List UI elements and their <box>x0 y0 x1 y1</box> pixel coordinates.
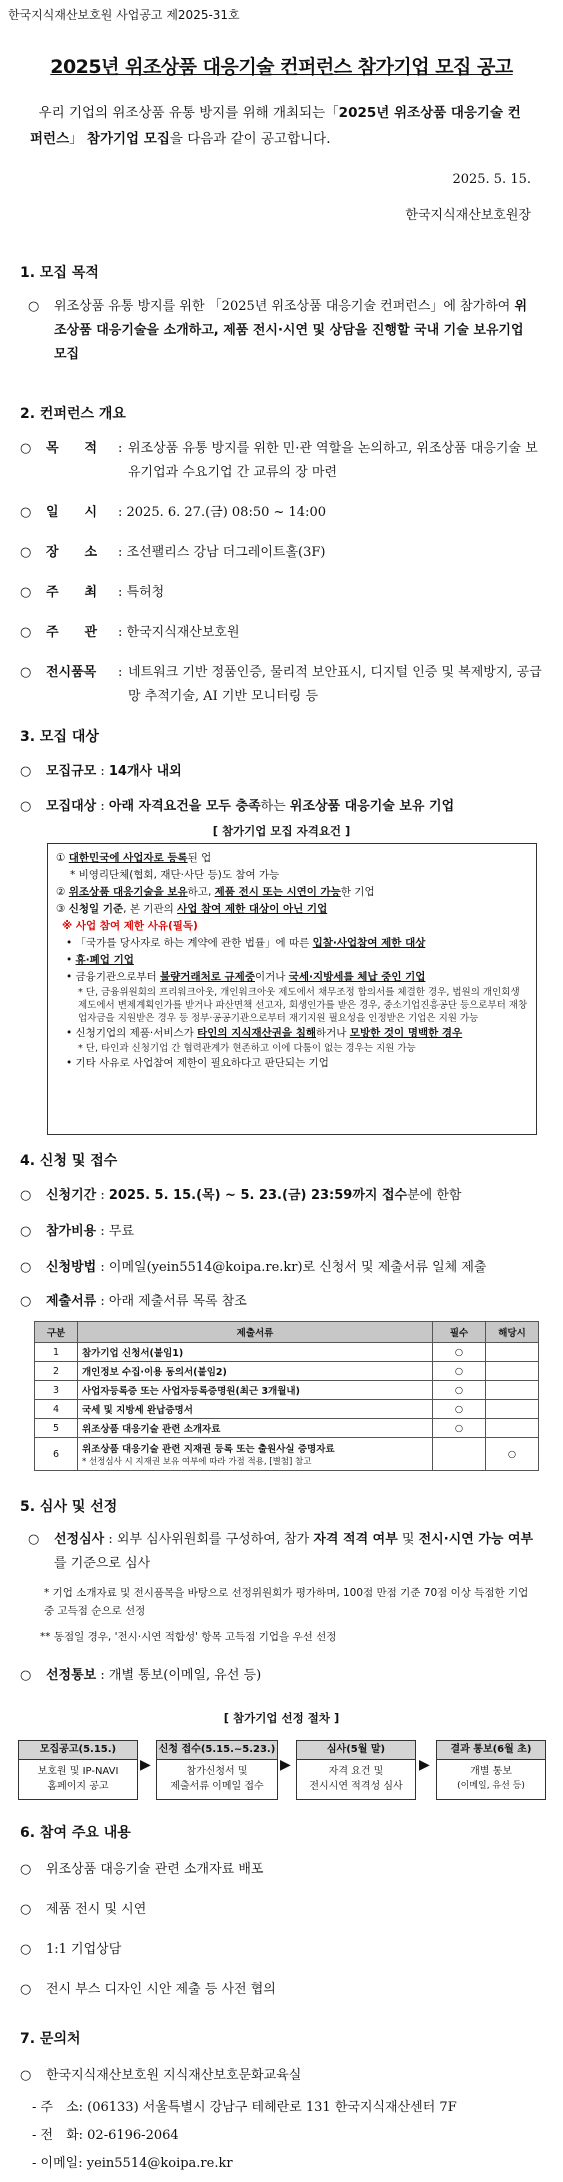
contact-org <box>20 2064 543 2088</box>
overview-label: 주 관 <box>46 625 98 640</box>
step-head: 결과 통보(6월 초) <box>437 1741 545 1760</box>
step-body: 제출서류 이메일 접수 <box>170 1781 264 1792</box>
cell-conditional <box>486 1343 539 1362</box>
table-header <box>35 1322 539 1343</box>
ex-text: 하거나 <box>316 1027 350 1039</box>
item-text: 제품 전시 및 시연 <box>46 1902 147 1917</box>
apply-method: ○ 신청방법 : 이메일(yein5514@koipa.re.kr)로 신청서 및 제출서류 일체 제출 <box>20 1256 543 1280</box>
req-underline: 대한민국에 사업자로 등록 <box>68 852 188 864</box>
exclusion-4: • 신청기업의 제품·서비스가 타인의 지식재산권을 침해하거나 모방한 것이 명백한 경우 <box>66 1027 463 1039</box>
bullet: ○ <box>20 764 32 779</box>
ex-underline: 타인의 지식재산권을 침해 <box>197 1027 317 1039</box>
req-text: 하고, <box>187 886 215 898</box>
req-text: 한 기업 <box>340 886 375 898</box>
overview-value: 2025. 6. 27.(금) 08:50 ~ 14:00 <box>126 505 326 520</box>
cell-no: 2 <box>35 1362 78 1381</box>
bullet: ○ <box>20 1294 32 1309</box>
ex-underline: 입찰·사업참여 제한 대상 <box>312 937 426 949</box>
review-label: 선정심사 <box>54 1532 105 1547</box>
cell-no: 6 <box>35 1438 78 1471</box>
exclusion-3-note: * 단, 금융위원회의 프리워크아웃, 개인워크아웃 제도에서 채무조정 합의서를 체결한 경우, 법원의 개인회생제도에서 변제계획인가를 받거나 파산면책 선고자, 회생인가를 받은 경우, 중소기업진흥공단 등으로부터 재창업자금을 지원받은 경우 등 정부·공공기관으로부터 재기지원 필요성을 인정받은 기업은 지원 가능 <box>78 987 528 1024</box>
overview-value: 네트워크 기반 정품인증, 물리적 보안표시, 디지털 인증 및 복제방지, 공급망 추적기술, AI 기반 모니터링 등 <box>128 665 542 704</box>
intro-text-2: 」 <box>69 131 87 147</box>
bullet: ○ <box>20 625 32 640</box>
section-1-title: 1. 모집 목적 <box>20 265 99 281</box>
req-text: , 본 기관의 <box>123 903 178 915</box>
review-text: 외부 심사위원회를 구성하여, 참가 <box>116 1532 314 1547</box>
cell-required: ○ <box>433 1381 486 1400</box>
item-text: 전시 부스 디자인 시안 제출 등 사전 협의 <box>46 1982 276 1997</box>
notice-label: 선정통보 <box>46 1668 97 1683</box>
cell-doc: 위조상품 대응기술 관련 소개자료 <box>78 1419 433 1438</box>
req-underline: 위조상품 대응기술을 보유 <box>68 886 188 898</box>
table-row <box>35 1381 539 1400</box>
cell-doc: 참가기업 신청서(붙임1) <box>78 1343 433 1362</box>
procedure-step-2 <box>156 1740 278 1800</box>
contact-email <box>32 2152 543 2176</box>
cell-doc <box>78 1438 433 1471</box>
review-text: 를 기준으로 심사 <box>54 1556 151 1571</box>
overview-label: 장 소 <box>46 545 98 560</box>
step-body: 자격 요건 및 <box>328 1766 384 1777</box>
req-3 <box>56 901 528 918</box>
intro-text-1: 우리 기업의 위조상품 유통 방지를 위해 개최되는「 <box>38 105 339 121</box>
list-item <box>20 1858 543 1882</box>
bullet: ○ <box>20 505 32 520</box>
docs-value: 아래 제출서류 목록 참조 <box>108 1294 247 1309</box>
table-row <box>35 1400 539 1419</box>
cell-no: 4 <box>35 1400 78 1419</box>
overview-row-organizer: ○ 주 관 : 한국지식재산보호원 <box>20 621 543 645</box>
section-2-title: 2. 컨퍼런스 개요 <box>20 406 126 422</box>
overview-row-host: ○ 주 최 : 특허청 <box>20 581 543 605</box>
step-head: 심사(5월 말) <box>297 1741 415 1760</box>
ex-text: 금융기관으로부터 <box>75 971 161 983</box>
intro-paragraph <box>30 100 533 152</box>
overview-value: 위조상품 유통 방지를 위한 민·관 역할을 논의하고, 위조상품 대응기술 보유기업과 수요기업 간 교류의 장 마련 <box>128 441 538 480</box>
cell-doc: 개인정보 수집·이용 동의서(붙임2) <box>78 1362 433 1381</box>
cell-conditional: ○ <box>486 1438 539 1471</box>
review-note-1: * 기업 소개자료 및 전시품목을 바탕으로 선정위원회가 평가하며, 100점 만점 기준 70점 이상 득점한 기업 중 고득점 순으로 선정 <box>44 1587 529 1617</box>
section-7-title: 7. 문의처 <box>20 2031 81 2047</box>
table-row <box>35 1362 539 1381</box>
list-item <box>20 1938 543 1962</box>
section-3-title: 3. 모집 대상 <box>20 729 99 745</box>
step-body: (이메일, 유선 등) <box>457 1781 525 1791</box>
overview-label: 전시품목 <box>46 665 97 680</box>
ex-text: 신청기업의 제품·서비스가 <box>75 1027 198 1039</box>
ex-text: 기타 사유로 사업참여 제한이 필요하다고 판단되는 기업 <box>75 1057 329 1069</box>
bullet: ○ <box>20 545 32 560</box>
email-value[interactable]: yein5514@koipa.re.kr <box>86 2156 233 2171</box>
bullet: ○ <box>20 1982 32 1997</box>
cell-required <box>433 1438 486 1471</box>
purpose-text: 위조상품 유통 방지를 위한 「2025년 위조상품 대응기술 컨퍼런스」에 참가하여 <box>54 299 515 314</box>
ex-underline: 국세·지방세를 체납 중인 기업 <box>288 971 426 983</box>
cell-doc-note: * 선정심사 시 지재권 보유 여부에 따라 가점 적용, [별첨] 참고 <box>82 1457 312 1467</box>
overview-row-purpose: ○ 목 적 : 위조상품 유통 방지를 위한 민·관 역할을 논의하고, 위조상품 대응기술 보유기업과 수요기업 간 교류의 장 마련 <box>20 437 543 461</box>
cell-required: ○ <box>433 1343 486 1362</box>
ex-underline: 불량거래처로 규제중 <box>160 971 255 983</box>
bullet: ○ <box>28 1532 40 1547</box>
ex-underline: 휴·폐업 기업 <box>75 954 134 966</box>
notice-value: 개별 통보(이메일, 유선 등) <box>108 1668 262 1683</box>
requirements-caption: [ 참가기업 모집 자격요건 ] <box>212 824 351 838</box>
overview-label: 일 시 <box>46 505 98 520</box>
ex-text: 이거나 <box>254 971 289 983</box>
scale-value: 14개사 내외 <box>108 764 182 779</box>
review-bold: 자격 적격 여부 <box>313 1532 398 1547</box>
bullet: ○ <box>20 665 32 680</box>
exclusion-1: • 「국가를 당사자로 하는 계약에 관한 법률」에 따른 입찰·사업참여 제한 대상 <box>66 937 426 949</box>
step-body: 개별 통보 <box>470 1766 512 1777</box>
section-1-body <box>20 295 539 367</box>
cell-doc: 국세 및 지방세 완납증명서 <box>78 1400 433 1419</box>
cell-doc: 사업자등록증 또는 사업자등록증명원(최근 3개월내) <box>78 1381 433 1400</box>
overview-row-items: ○ 전시품목 : 네트워크 기반 정품인증, 물리적 보안표시, 디지털 인증 및 복제방지, 공급망 추적기술, AI 기반 모니터링 등 <box>20 661 543 685</box>
target-mid: 하는 <box>260 799 290 814</box>
ex-text: 「국가를 당사자로 하는 계약에 관한 법률」에 따른 <box>75 937 313 949</box>
procedure-step-3 <box>296 1740 416 1800</box>
bullet: ○ <box>20 1862 32 1877</box>
target-pre: 아래 자격요건을 모두 충족 <box>108 799 261 814</box>
req-1 <box>56 850 528 867</box>
fee-label: 참가비용 <box>46 1224 97 1239</box>
cell-conditional <box>486 1362 539 1381</box>
procedure-step-4 <box>436 1740 546 1800</box>
intro-text-3: 을 다음과 같이 공고합니다. <box>169 131 331 147</box>
exclusion-2: • 휴·폐업 기업 <box>66 954 134 966</box>
apply-period: ○ 신청기간 : 2025. 5. 15.(목) ~ 5. 23.(금) 23:59까지 접수분에 한함 <box>20 1184 543 1208</box>
step-head: 모집공고(5.15.) <box>19 1741 137 1760</box>
phone-value: 02-6196-2064 <box>87 2128 179 2143</box>
column-header: 제출서류 <box>78 1322 433 1343</box>
exclusion-4-note: * 단, 타인과 신청기업 간 협력관계가 현존하고 이에 다툼이 없는 경우는 지원 가능 <box>78 1043 416 1054</box>
notice-row: ○ 선정통보 : 개별 통보(이메일, 유선 등) <box>20 1664 543 1688</box>
bullet: ○ <box>20 1902 32 1917</box>
cell-required: ○ <box>433 1419 486 1438</box>
bullet: ○ <box>20 585 32 600</box>
phone-label: - 전 화: <box>32 2128 88 2143</box>
contact-address <box>32 2096 543 2120</box>
section-4-title: 4. 신청 및 접수 <box>20 1153 118 1169</box>
method-label: 신청방법 <box>46 1260 97 1275</box>
table-row <box>35 1419 539 1438</box>
bullet: ○ <box>20 1224 32 1239</box>
fee-value: 무료 <box>108 1224 135 1239</box>
list-item <box>20 1978 543 2002</box>
method-value: 이메일(yein5514@koipa.re.kr)로 신청서 및 제출서류 일체 제출 <box>108 1260 487 1275</box>
cell-conditional <box>486 1381 539 1400</box>
notice-number: 한국지식재산보호원 사업공고 제2025-31호 <box>8 8 240 22</box>
documents-table <box>34 1321 539 1471</box>
arrow-right-icon: ▶ <box>280 1757 291 1773</box>
org-text: 한국지식재산보호원 지식재산보호문화교육실 <box>46 2068 302 2083</box>
req-num: ① <box>56 852 69 864</box>
procedure-caption: [ 참가기업 선정 절차 ] <box>223 1711 340 1725</box>
cell-required: ○ <box>433 1400 486 1419</box>
overview-label: 목 적 <box>46 441 98 456</box>
ex-underline: 모방한 것이 명백한 경우 <box>349 1027 463 1039</box>
req-underline: 제품 전시 또는 시연이 가능 <box>214 886 341 898</box>
scale-label: 모집규모 <box>46 764 97 779</box>
overview-row-date: ○ 일 시 : 2025. 6. 27.(금) 08:50 ~ 14:00 <box>20 501 543 525</box>
issuer: 한국지식재산보호원장 <box>405 208 531 223</box>
cell-no: 3 <box>35 1381 78 1400</box>
cell-conditional <box>486 1419 539 1438</box>
column-header: 해당시 <box>486 1322 539 1343</box>
table-row <box>35 1343 539 1362</box>
intro-bold-1: 2025년 위조상품 대응기술 컨퍼런스 <box>30 105 521 147</box>
step-head: 신청 접수(5.15.~5.23.) <box>157 1741 277 1760</box>
req-text: 된 업 <box>187 852 212 864</box>
exclusion-5: • 기타 사유로 사업참여 제한이 필요하다고 판단되는 기업 <box>66 1057 329 1069</box>
intro-bold-2: 참가기업 모집 <box>86 131 170 147</box>
item-text: 1:1 기업상담 <box>46 1942 122 1957</box>
column-header: 구분 <box>35 1322 78 1343</box>
address-label: - 주 소: <box>32 2100 88 2115</box>
review-note-2: ** 동점일 경우, '전시·시연 적합성' 항목 고득점 기업을 우선 선정 <box>40 1631 337 1643</box>
bullet: ○ <box>20 1188 32 1203</box>
bullet: ○ <box>20 1260 32 1275</box>
exclusion-title: ※ 사업 참여 제한 사유(필독) <box>62 920 198 932</box>
page-title: 2025년 위조상품 대응기술 컨퍼런스 참가기업 모집 공고 <box>50 56 513 78</box>
req-num: ② <box>56 886 69 898</box>
review-bold: 전시·시연 가능 여부 <box>418 1532 534 1547</box>
overview-row-place: ○ 장 소 : 조선팰리스 강남 더그레이트홀(3F) <box>20 541 543 565</box>
overview-value: 조선팰리스 강남 더그레이트홀(3F) <box>126 545 326 560</box>
bullet: ○ <box>28 299 40 314</box>
address-value: (06133) 서울특별시 강남구 테헤란로 131 한국지식재산센터 7F <box>87 2100 457 2115</box>
overview-value: 한국지식재산보호원 <box>126 625 240 640</box>
step-body: 전시시연 적격성 심사 <box>309 1781 403 1792</box>
period-tail: 분에 한함 <box>407 1188 462 1203</box>
email-label: - 이메일: <box>32 2156 87 2171</box>
req-2 <box>56 884 528 901</box>
item-text: 위조상품 대응기술 관련 소개자료 배포 <box>46 1862 264 1877</box>
cell-doc-text: 위조상품 대응기술 관련 지재권 등록 또는 출원사실 증명자료 <box>82 1444 335 1455</box>
target-label: 모집대상 <box>46 799 97 814</box>
contact-phone <box>32 2124 543 2148</box>
overview-value: 특허청 <box>126 585 165 600</box>
section-5-title: 5. 심사 및 선정 <box>20 1499 118 1515</box>
table-row <box>35 1438 539 1471</box>
cell-no: 5 <box>35 1419 78 1438</box>
review-text: 및 <box>397 1532 419 1547</box>
recruit-target: ○ 모집대상 : 아래 자격요건을 모두 충족하는 위조상품 대응기술 보유 기업 <box>20 795 543 819</box>
target-post: 위조상품 대응기술 보유 기업 <box>289 799 455 814</box>
list-item <box>20 1898 543 1922</box>
step-body: 보호원 및 IP-NAVI <box>37 1766 119 1777</box>
req-bold: 신청일 기준 <box>68 903 124 915</box>
apply-docs: ○ 제출서류 : 아래 제출서류 목록 참조 <box>20 1290 543 1314</box>
purpose-bold: 위조상품 대응기술을 소개하고, 제품 전시·시연 및 상담을 진행할 국내 기술 보유기업 모집 <box>54 299 528 362</box>
period-value: 2025. 5. 15.(목) ~ 5. 23.(금) 23:59까지 접수 <box>108 1188 408 1203</box>
req-underline: 사업 참여 제한 대상이 아닌 기업 <box>177 903 328 915</box>
cell-conditional <box>486 1400 539 1419</box>
cell-required: ○ <box>433 1362 486 1381</box>
req-num: ③ <box>56 903 69 915</box>
arrow-right-icon: ▶ <box>419 1757 430 1773</box>
arrow-right-icon: ▶ <box>140 1757 151 1773</box>
column-header: 필수 <box>433 1322 486 1343</box>
recruit-scale: ○ 모집규모 : 14개사 내외 <box>20 760 543 784</box>
apply-fee: ○ 참가비용 : 무료 <box>20 1220 543 1244</box>
req-1-note: * 비영리단체(협회, 재단·사단 등)도 참여 가능 <box>70 869 280 881</box>
bullet: ○ <box>20 799 32 814</box>
period-label: 신청기간 <box>46 1188 97 1203</box>
notice-date: 2025. 5. 15. <box>452 172 531 187</box>
review-row: ○ 선정심사 : 외부 심사위원회를 구성하여, 참가 자격 적격 여부 및 전시·시연 가능 여부를 기준으로 심사 <box>20 1528 539 1576</box>
procedure-step-1 <box>18 1740 138 1800</box>
cell-no: 1 <box>35 1343 78 1362</box>
bullet: ○ <box>20 1942 32 1957</box>
step-body: 홈페이지 공고 <box>47 1781 109 1792</box>
section-6-title: 6. 참여 주요 내용 <box>20 1825 131 1841</box>
exclusion-3: • 금융기관으로부터 불량거래처로 규제중이거나 국세·지방세를 체납 중인 기업 <box>66 971 426 983</box>
bullet: ○ <box>20 441 32 456</box>
step-body: 참가신청서 및 <box>186 1766 248 1777</box>
overview-label: 주 최 <box>46 585 98 600</box>
bullet: ○ <box>20 2068 32 2083</box>
bullet: ○ <box>20 1668 32 1683</box>
docs-label: 제출서류 <box>46 1294 97 1309</box>
requirements-box <box>47 843 537 1135</box>
